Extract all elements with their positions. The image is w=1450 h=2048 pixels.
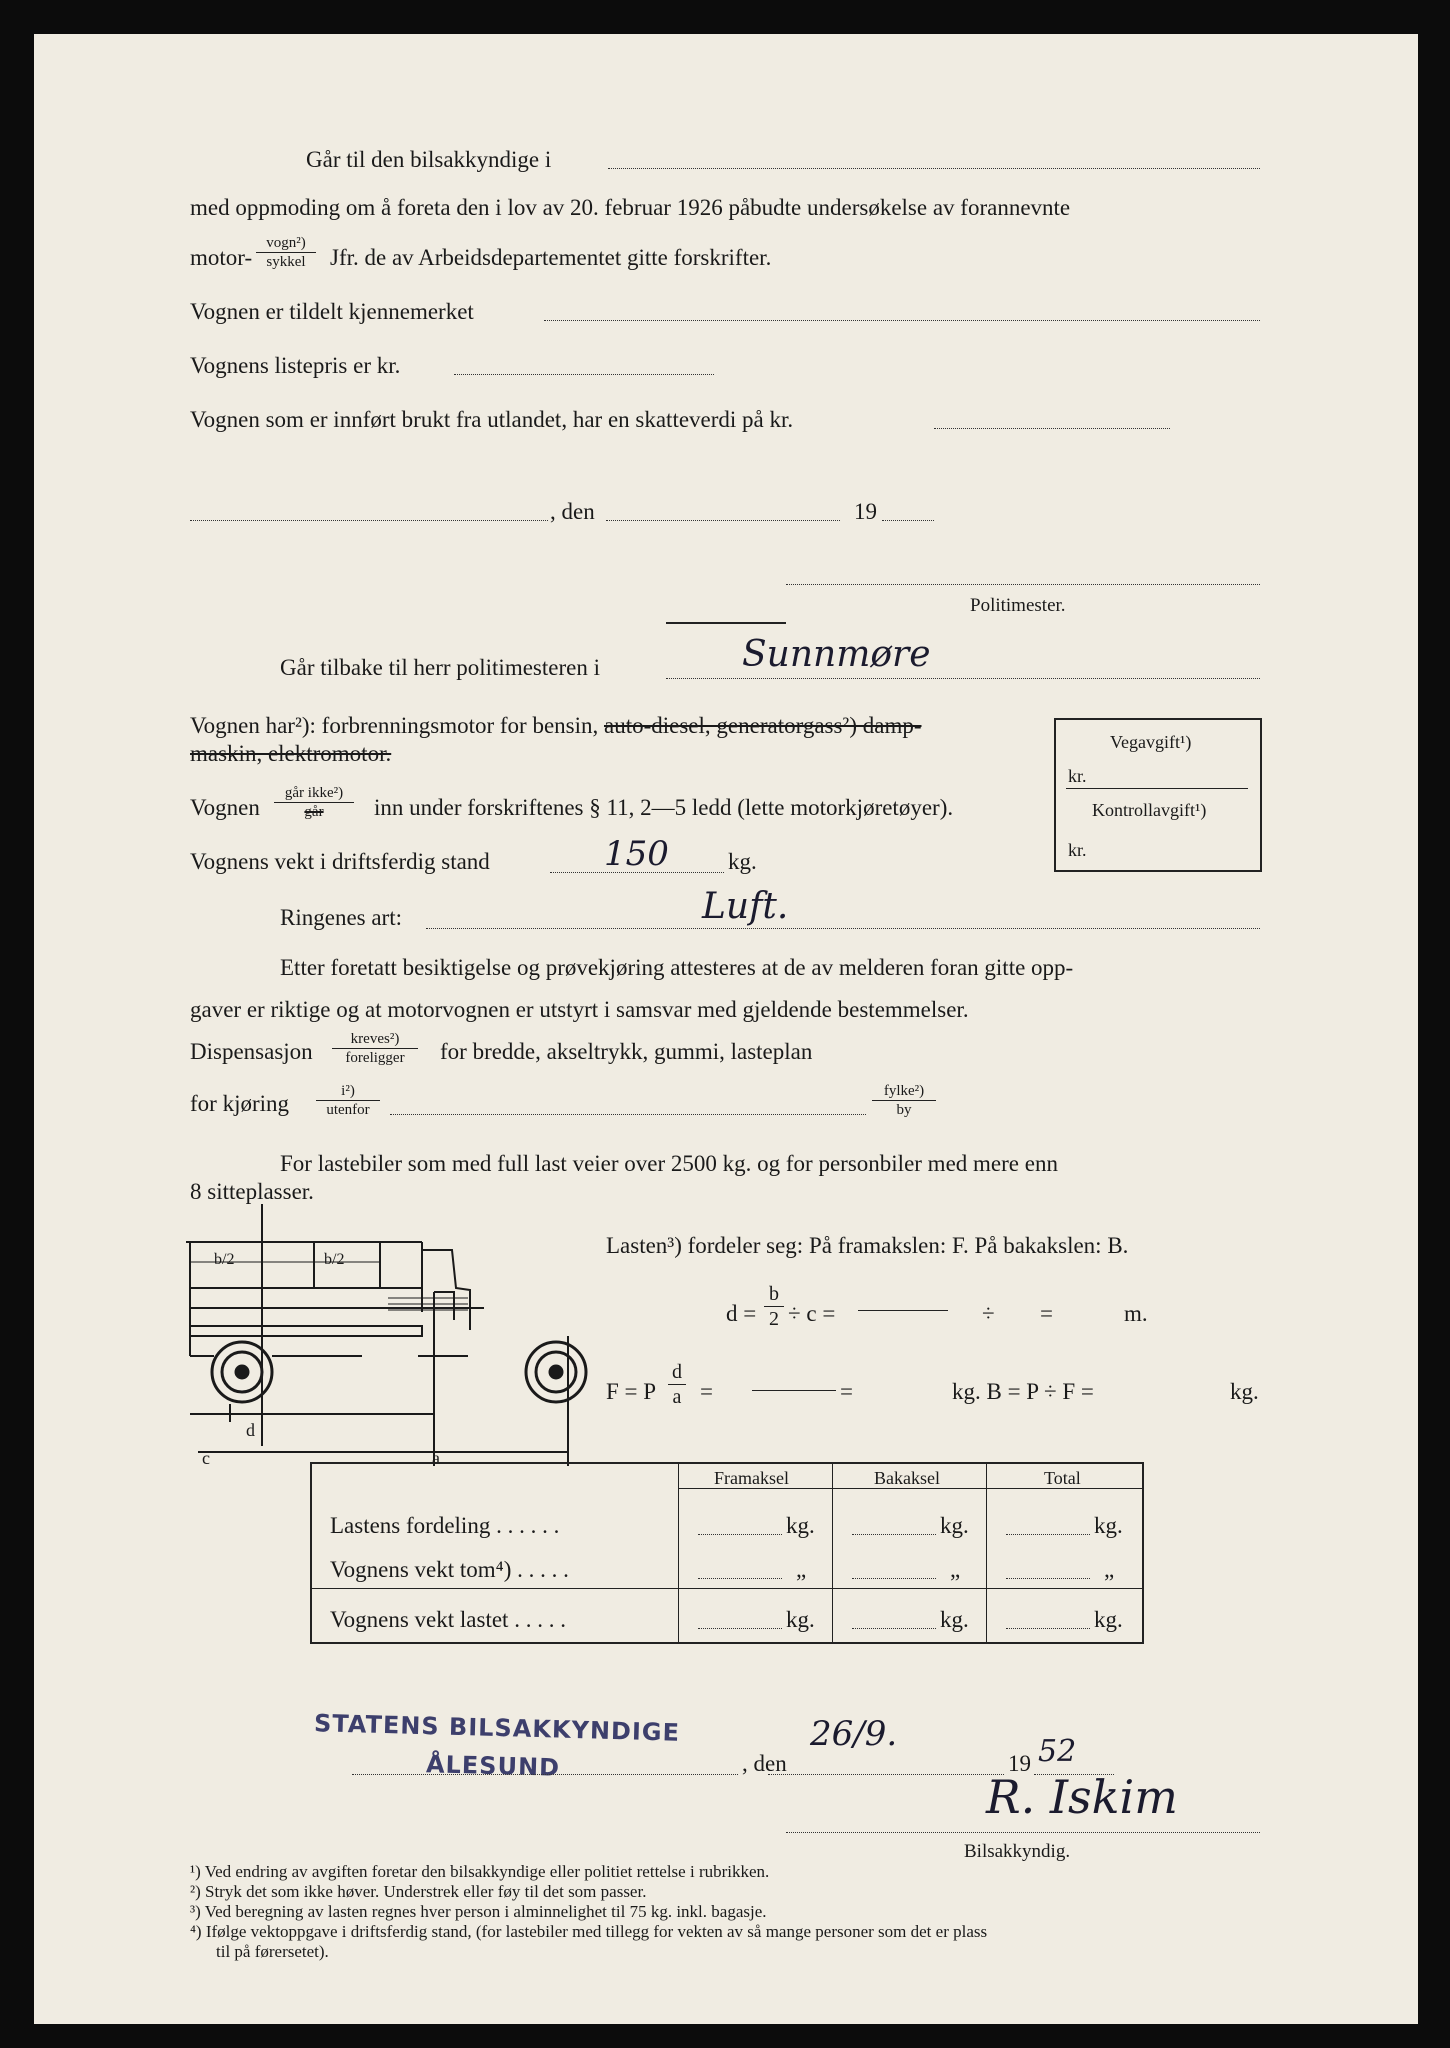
motor-type-text-c: maskin, elektromotor.	[190, 741, 392, 766]
formula-2: 2	[769, 1308, 779, 1330]
listepris-label: Vognens listepris er kr.	[190, 353, 401, 378]
vegavgift-kr: kr.	[1068, 766, 1087, 786]
den-label-2: , den	[742, 1751, 787, 1776]
date-field-1[interactable]	[606, 520, 840, 521]
table-cell-field[interactable]	[1006, 1534, 1090, 1535]
year-field-1[interactable]	[882, 520, 934, 521]
formula-fa: a	[672, 1386, 682, 1408]
table-cell-field[interactable]	[698, 1578, 782, 1579]
den-label-1: , den	[550, 499, 595, 524]
table-cell: „	[950, 1557, 961, 1582]
diagram-b-half: b/2	[214, 1251, 235, 1268]
bilsakkyndig-signature-field[interactable]	[786, 1832, 1260, 1833]
kreves: kreves²)	[332, 1030, 418, 1049]
kjennemerke-label: Vognen er tildelt kjennemerket	[190, 299, 474, 324]
forskrift-text: inn under forskriftenes § 11, 2—5 ledd (lette motorkjøretøyer).	[374, 795, 954, 820]
dispensasjon-label: Dispensasjon	[190, 1039, 313, 1064]
diagram-a: a	[432, 1448, 440, 1468]
table-cell: kg.	[940, 1607, 969, 1632]
date-field-2[interactable]	[768, 1774, 1004, 1775]
bilsakkyndig-label: Bilsakkyndig.	[964, 1841, 1071, 1862]
formula-blank-1	[858, 1310, 948, 1311]
table-cell: kg.	[940, 1513, 969, 1538]
vekt-kg: kg.	[728, 849, 757, 874]
lastebiler-line-2: 8 sitteplasser.	[190, 1179, 314, 1204]
kjoring-i: i²)	[316, 1082, 380, 1101]
table-cell: kg.	[1094, 1513, 1123, 1538]
vegavgift-line	[1066, 788, 1248, 789]
diagram-d: d	[246, 1420, 255, 1440]
stamp-line-1: STATENS BILSAKKYNDIGE	[313, 1709, 681, 1747]
fylke-fraction	[872, 1082, 936, 1119]
formula-eq2: =	[700, 1379, 713, 1404]
vegavgift-label: Vegavgift¹)	[1110, 732, 1192, 752]
kjoring-field[interactable]	[390, 1114, 866, 1115]
table-cell-field[interactable]	[1006, 1628, 1090, 1629]
gaar: går	[304, 804, 324, 820]
politimester-signature-field[interactable]	[786, 584, 1260, 585]
motor-suffix: Jfr. de av Arbeidsdepartementet gitte forskrifter.	[330, 245, 772, 270]
table-cell-field[interactable]	[698, 1534, 782, 1535]
table-cell: kg.	[786, 1513, 815, 1538]
attest-line-2: gaver er riktige og at motorvognen er utstyrt i samsvar med gjeldende bestemmelser.	[190, 997, 969, 1022]
table-row-label: Vognens vekt tom⁴) . . . . .	[330, 1557, 569, 1582]
formula-d: d =	[726, 1301, 757, 1326]
formula-b: b	[764, 1282, 784, 1307]
motor-fraction	[256, 234, 316, 271]
vekt-handwriting: 150	[604, 834, 669, 874]
footnote-3: ³) Ved beregning av lasten regnes hver person i alminnelighet til 75 kg. inkl. bagasje.	[190, 1902, 767, 1921]
motor-prefix: motor-	[190, 245, 253, 270]
vognen-label: Vognen	[190, 795, 260, 820]
table-cell: kg.	[786, 1607, 815, 1632]
kjoring-fraction	[316, 1082, 380, 1119]
dispensasjon-fraction	[332, 1030, 418, 1067]
lasten-text: Lasten³) fordeler seg: På framakslen: F. På bakakslen: B.	[606, 1233, 1129, 1258]
kontrollavgift-label: Kontrollavgift¹)	[1092, 800, 1207, 820]
attest-line-1: Etter foretatt besiktigelse og prøvekjøring attesteres at de av melderen foran gitte opp-	[280, 955, 1074, 980]
lastebiler-line-1: For lastebiler som med full last veier over 2500 kg. og for personbiler med mere enn	[280, 1151, 1058, 1176]
section-divider	[666, 622, 786, 624]
table-header-total: Total	[1044, 1468, 1081, 1488]
formula-fd: d	[668, 1360, 686, 1385]
tilbake-label: Går tilbake til herr politimesteren i	[280, 655, 600, 680]
year-label-1: 19	[854, 499, 877, 524]
year-label-2: 19	[1008, 1751, 1031, 1776]
tilbake-field[interactable]	[666, 678, 1260, 679]
kjennemerke-field[interactable]	[544, 320, 1260, 321]
ringenes-handwriting: Luft.	[702, 886, 789, 927]
kjoring-utenfor: utenfor	[326, 1102, 370, 1118]
table-vline-1	[678, 1462, 679, 1642]
footnote-4: ⁴) Ifølge vektoppgave i driftsferdig stand, (for lastebiler med tillegg for vekten av så mange personer som det er plass	[190, 1922, 988, 1941]
tilbake-handwriting: Sunnmøre	[742, 634, 931, 675]
footnote-4-cont: til på førersetet).	[216, 1942, 329, 1961]
table-cell-field[interactable]	[852, 1578, 936, 1579]
dispensasjon-suffix: for bredde, akseltrykk, gummi, lasteplan	[440, 1039, 813, 1064]
formula-F: F = P	[606, 1379, 657, 1404]
signature-handwriting: R. Iskim	[986, 1770, 1178, 1824]
table-cell: „	[796, 1557, 807, 1582]
table-cell-field[interactable]	[852, 1534, 936, 1535]
form-sheet	[34, 34, 1418, 2024]
formula-b-half	[764, 1282, 784, 1331]
table-cell: kg.	[1094, 1607, 1123, 1632]
kjoring-label: for kjøring	[190, 1091, 290, 1116]
table-cell-field[interactable]	[852, 1628, 936, 1629]
place-field-1[interactable]	[190, 520, 548, 521]
gaar-til-field[interactable]	[608, 168, 1260, 169]
table-row-label: Vognens vekt lastet . . . . .	[330, 1607, 566, 1632]
ringenes-label: Ringenes art:	[280, 905, 402, 930]
skatteverdi-field[interactable]	[934, 428, 1170, 429]
avgift-box	[1054, 718, 1262, 872]
footnote-2: ²) Stryk det som ikke høver. Understrek eller føy til det som passer.	[190, 1882, 647, 1901]
gaar-fraction	[274, 784, 354, 821]
formula-c: ÷ c =	[788, 1301, 836, 1326]
motor-type-text-a: Vognen har²): forbrenningsmotor for bensin, auto-diesel, generatorgass²) damp-	[190, 713, 922, 738]
stamp-line-2: ÅLESUND	[425, 1750, 561, 1782]
table-header-bakaksel: Bakaksel	[874, 1468, 940, 1488]
diagram-c: c	[202, 1448, 210, 1468]
motor-type-struck: auto-diesel, generatorgass²) damp-	[604, 713, 922, 738]
politimester-label: Politimester.	[970, 595, 1066, 616]
footnote-1: ¹) Ved endring av avgiften foretar den bilsakkyndige eller politiet rettelse i rubrikken.	[190, 1862, 770, 1881]
oppmoding-text: med oppmoding om å foreta den i lov av 20. februar 1926 påbudte undersøkelse av forannevnte	[190, 195, 1071, 220]
table-row-label: Lastens fordeling . . . . . .	[330, 1513, 560, 1538]
fylke: fylke²)	[872, 1082, 936, 1101]
by: by	[896, 1102, 912, 1118]
ringenes-field[interactable]	[426, 928, 1260, 929]
date-handwriting: 26/9.	[810, 1714, 898, 1754]
diagram-b-half-2: b/2	[324, 1251, 345, 1268]
kontrollavgift-kr: kr.	[1068, 840, 1087, 860]
gaar-ikke: går ikke²)	[274, 784, 354, 803]
listepris-field[interactable]	[454, 374, 714, 375]
formula-m: m.	[1124, 1301, 1148, 1326]
formula-d-over-a	[668, 1360, 686, 1409]
table-cell: „	[1104, 1557, 1115, 1582]
formula-blank-2	[752, 1390, 836, 1391]
year-handwriting: 52	[1038, 1734, 1077, 1769]
formula-eq: =	[1040, 1301, 1053, 1326]
foreligger: foreligger	[345, 1050, 405, 1066]
truck-cab-outline	[422, 1250, 470, 1330]
stamp-place-field[interactable]	[352, 1774, 738, 1775]
motor-num: vogn²)	[256, 234, 316, 253]
table-header-framaksel: Framaksel	[714, 1468, 789, 1488]
formula-eq3: =	[840, 1379, 853, 1404]
table-cell-field[interactable]	[698, 1628, 782, 1629]
vekt-label: Vognens vekt i driftsferdig stand	[190, 849, 490, 874]
truck-diagram	[184, 1200, 592, 1482]
gaar-til-label: Går til den bilsakkyndige i	[306, 147, 552, 172]
table-vline-2	[832, 1462, 833, 1642]
formula-div: ÷	[982, 1301, 995, 1326]
table-row-divider	[310, 1588, 1142, 1589]
motor-den: sykkel	[266, 254, 306, 270]
skatteverdi-label: Vognen som er innført brukt fra utlandet, har en skatteverdi på kr.	[190, 407, 794, 432]
table-vline-3	[986, 1462, 987, 1642]
formula-kgB: kg. B = P ÷ F =	[952, 1379, 1094, 1404]
formula-kg: kg.	[1230, 1379, 1259, 1404]
table-cell-field[interactable]	[1006, 1578, 1090, 1579]
